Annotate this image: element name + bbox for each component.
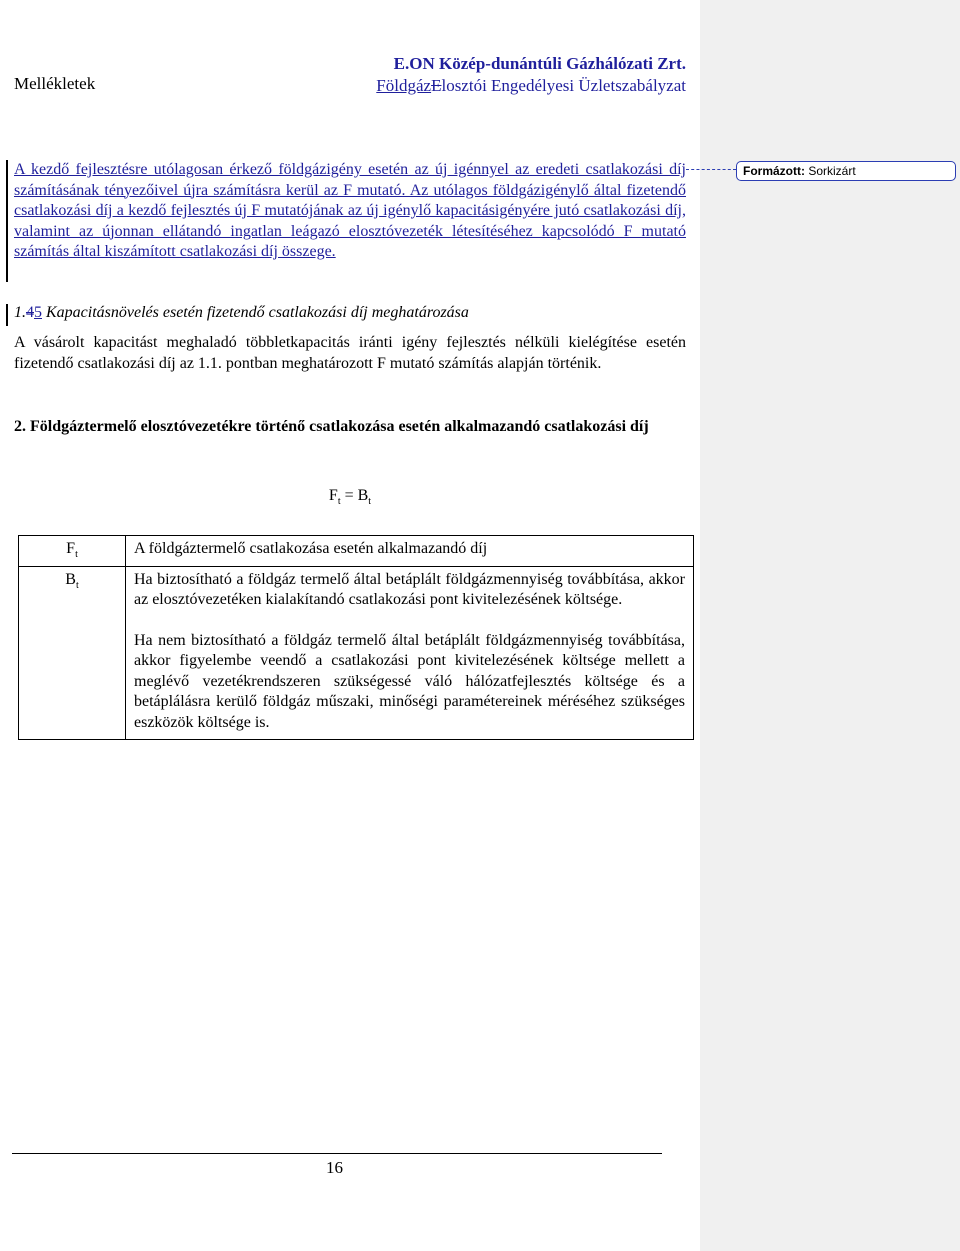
- formula-lhs: F: [328, 487, 338, 504]
- section-number-prefix: 1.: [14, 304, 26, 321]
- formula-lhs-sub: t: [337, 496, 341, 508]
- header-right: [376, 53, 686, 97]
- description-text: Ha biztosítható a földgáz termelő által betáplált földgázmennyiség továbbítása, akkor az elosztóvezetéken kialakítandó csatlakozási pont kivitelezésének költsége.: [134, 570, 685, 608]
- formula-rhs-sub: t: [368, 496, 372, 508]
- footer-rule: [12, 1153, 662, 1154]
- symbol-cell: [19, 566, 126, 740]
- description-text: Ha nem biztosítható a földgáz termelő által betáplált földgázmennyiség továbbítása, akkor figyelembe veendő a csatlakozási pont kivitelezésének költsége mellett a meglévő vezetékrendszeren szükségessé váló hálózatfejlesztés költsége és a betáplálásra kerülő földgáz műszaki, minőségi paramétereinek méréséhez szükséges eszközök költsége is.: [134, 631, 685, 731]
- formatting-balloon[interactable]: [736, 161, 956, 181]
- section-2-heading: 2. Földgáztermelő elosztóvezetékre történő csatlakozása esetén alkalmazandó csatlakozási díj: [14, 418, 649, 435]
- section-number-deleted: 4: [26, 304, 34, 321]
- section-1-5-heading: [14, 304, 469, 322]
- formula: [0, 487, 700, 507]
- header-subtitle: [376, 75, 686, 97]
- change-bar-section: [6, 304, 8, 326]
- formula-equals: =: [340, 487, 358, 504]
- symbol-sub: t: [75, 579, 79, 591]
- symbol-cell: [19, 536, 126, 567]
- change-bar: [6, 160, 8, 282]
- balloon-value: Sorkizárt: [808, 164, 856, 178]
- header-left-title: Mellékletek: [14, 74, 96, 93]
- formula-rhs: B: [357, 487, 369, 504]
- description-cell: [126, 536, 694, 567]
- header-company: E.ON Közép-dunántúli Gázhálózati Zrt.: [393, 54, 686, 73]
- table-row: [19, 566, 694, 740]
- section-number-inserted: 5: [34, 304, 42, 321]
- header-subtitle-deleted: E: [431, 76, 442, 95]
- page-number: 16: [326, 1158, 343, 1177]
- comment-leader-line: [686, 169, 736, 171]
- symbol: B: [65, 570, 76, 588]
- markup-margin-pane: [700, 0, 960, 1251]
- tracked-insert-paragraph[interactable]: A kezdő fejlesztésre utólagosan érkező földgázigény esetén az új igénnyel az eredeti csatlakozási díj számításának tényezőivel újra számításra kerül az F mutató. Az utólagos földgázigénylő által fizetendő csatlakozási díj a kezdő fejlesztés új F mutatójának az új igénylő kapacitásigényére jutó csatlakozási díj, valamint az újonnan ellátandó ingatlan leágazó elosztóvezeték létesítéséhez kapcsolódó F mutató számítás által kiszámított csatlakozási díj összege.: [14, 161, 686, 260]
- section-1-5-body: A vásárolt kapacitást meghaladó többletkapacitás iránti igény fejlesztés nélküli kielégítése esetén fizetendő csatlakozási díj az 1.1. pontban meghatározott F mutató számítás alapján történik.: [14, 334, 686, 372]
- definitions-table: [18, 535, 694, 740]
- description-text: A földgáztermelő csatlakozása esetén alkalmazandó díj: [134, 540, 488, 557]
- header-subtitle-rest: losztói Engedélyesi Üzletszabályzat: [441, 76, 686, 95]
- symbol: F: [66, 540, 76, 557]
- header-subtitle-inserted: Földgáz: [376, 76, 432, 95]
- balloon-label: Formázott:: [743, 164, 805, 178]
- section-title: Kapacitásnövelés esetén fizetendő csatlakozási díj meghatározása: [42, 304, 469, 321]
- description-cell: [126, 566, 694, 740]
- symbol-sub: t: [75, 549, 78, 561]
- table-row: [19, 536, 694, 567]
